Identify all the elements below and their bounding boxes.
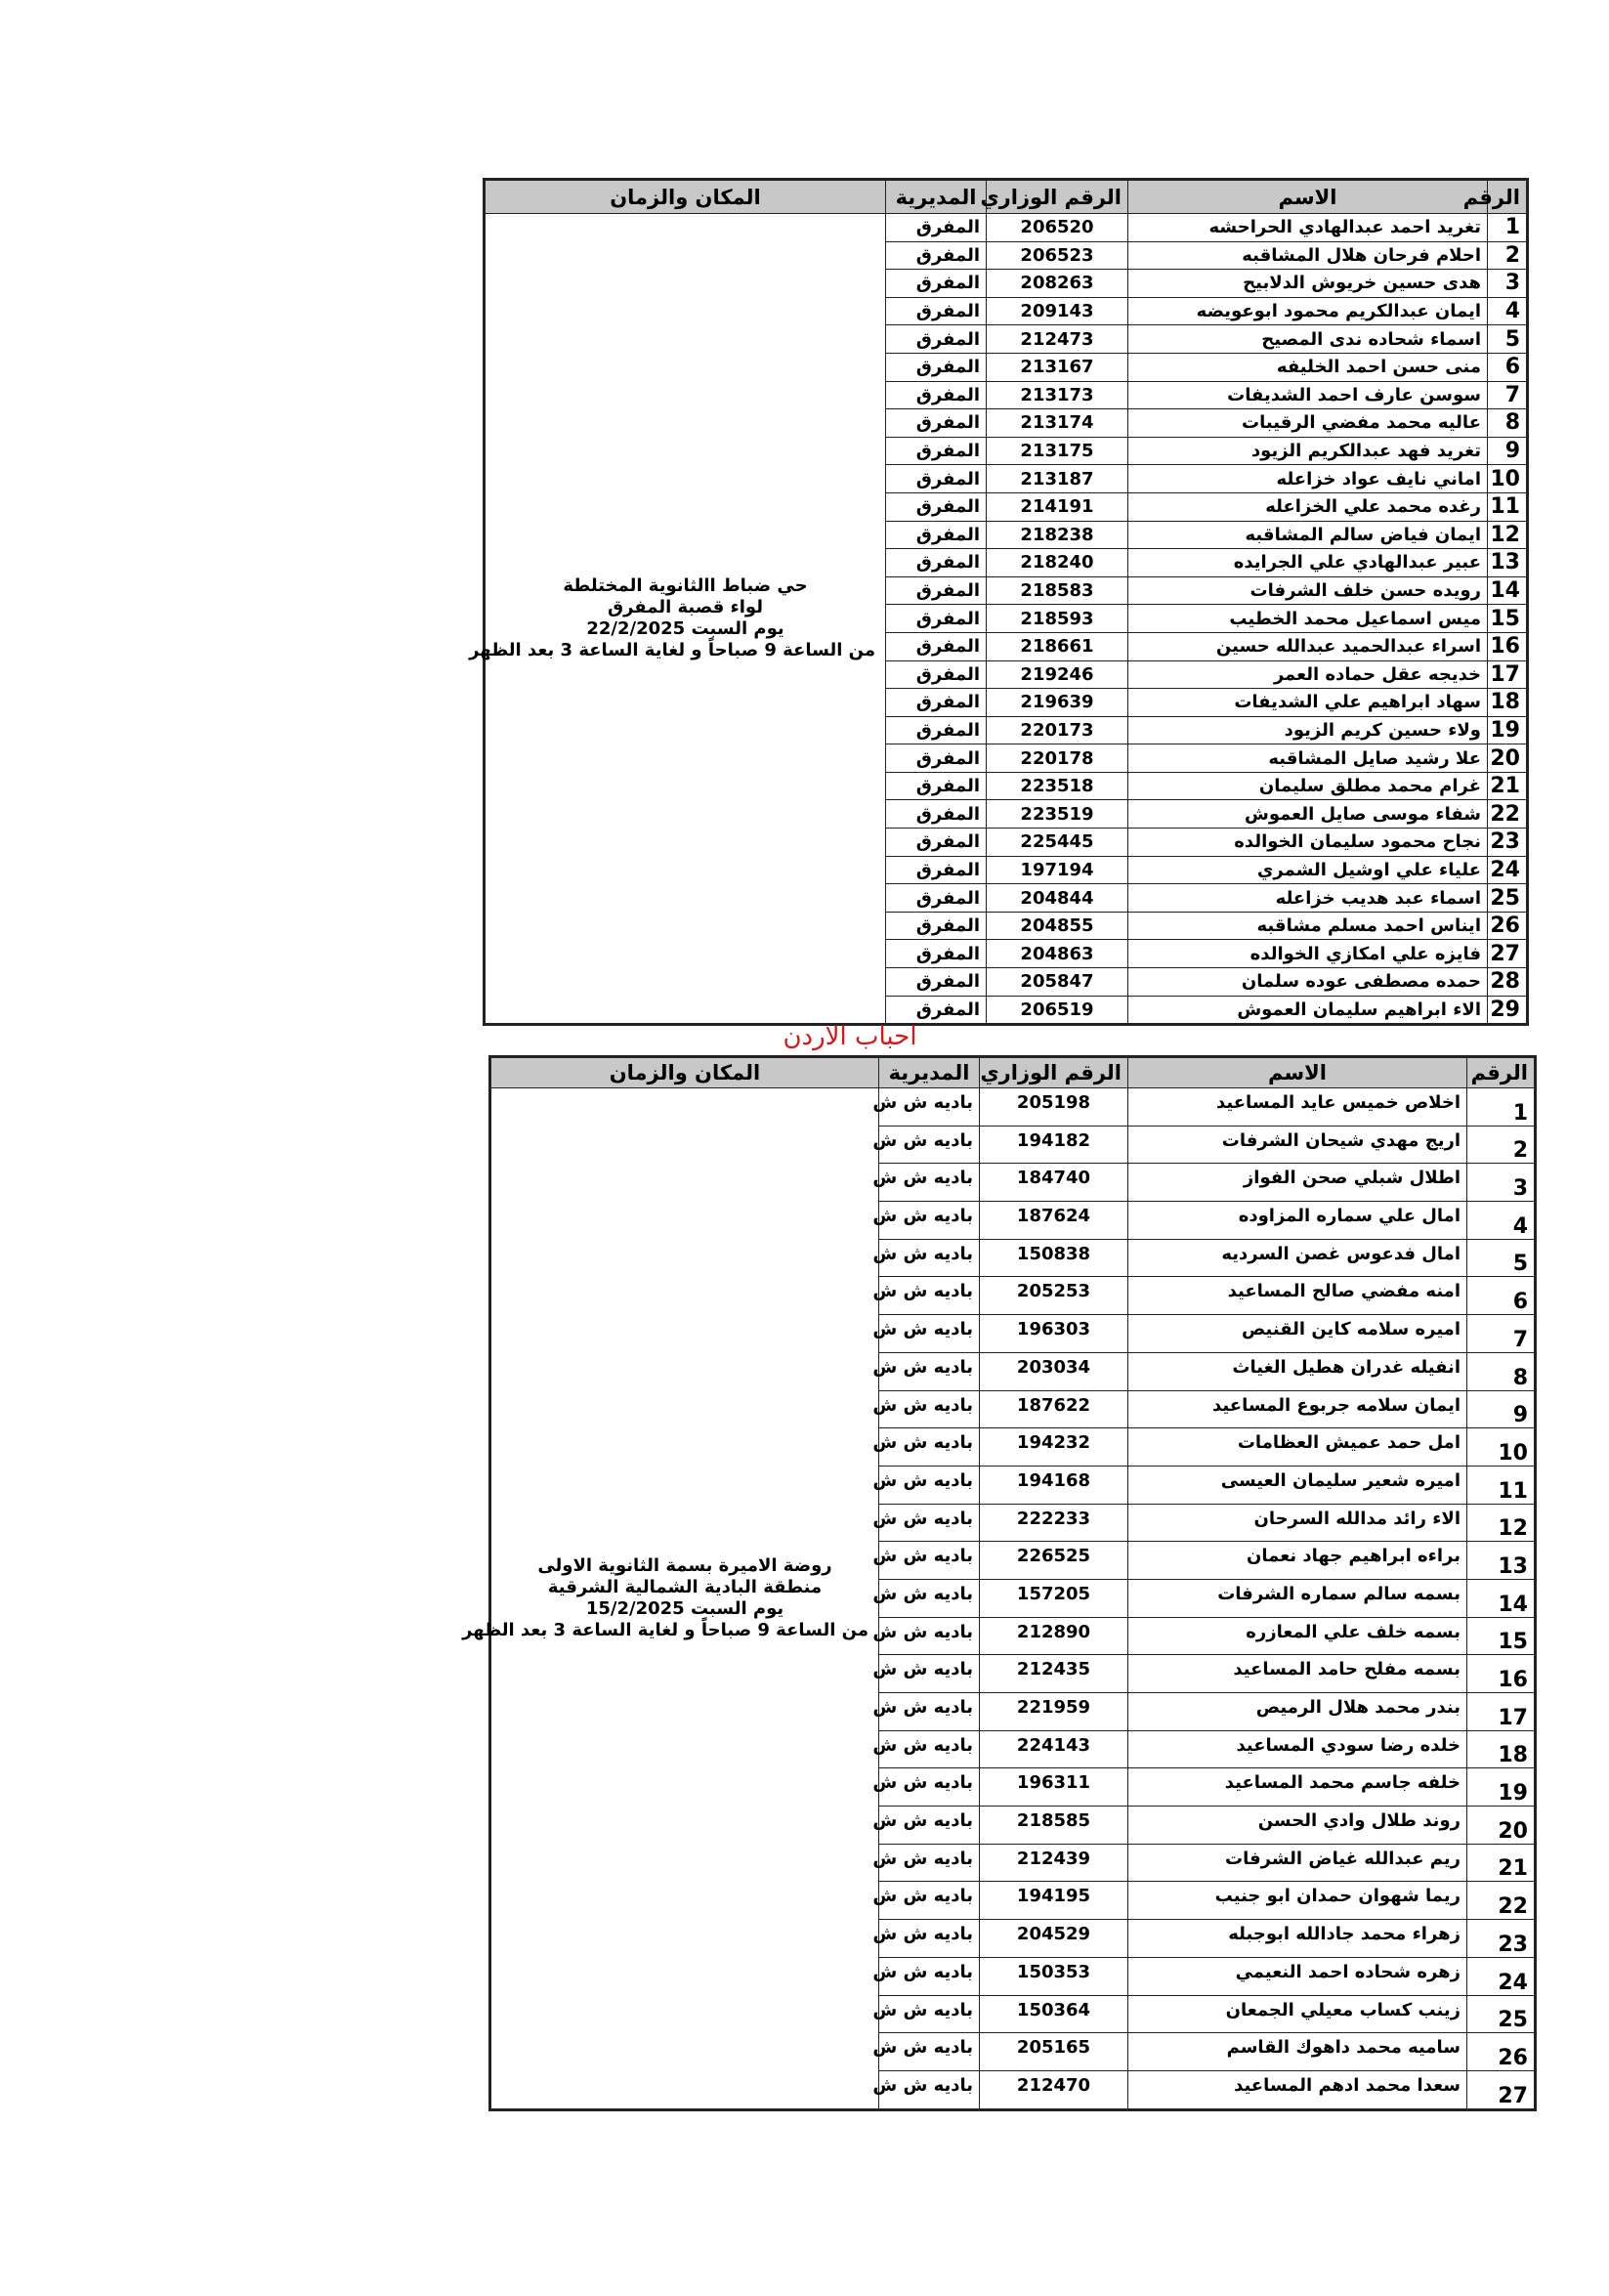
cell-ministry-id: 213174 <box>987 409 1128 438</box>
cell-num: 4 <box>1488 297 1528 325</box>
cell-directorate: باديه ش ش <box>879 1617 980 1655</box>
cell-ministry-id: 197194 <box>987 856 1128 884</box>
cell-directorate: باديه ش ش <box>879 1655 980 1693</box>
cell-ministry-id: 208263 <box>987 270 1128 298</box>
cell-name: اريج مهدي شيحان الشرفات <box>1128 1126 1467 1164</box>
cell-name: ريم عبدالله غياض الشرفات <box>1128 1844 1467 1882</box>
header-directorate: المديرية <box>886 180 987 214</box>
cell-name: روند طلال وادي الحسن <box>1128 1807 1467 1845</box>
cell-name: ايناس احمد مسلم مشاقبه <box>1128 912 1488 940</box>
cell-name: علا رشيد صايل المشاقبه <box>1128 744 1488 773</box>
cell-num: 9 <box>1467 1390 1536 1428</box>
cell-directorate: باديه ش ش <box>879 1542 980 1580</box>
cell-directorate: المفرق <box>886 632 987 660</box>
header-place-time: المكان والزمان <box>485 180 886 214</box>
cell-directorate: باديه ش ش <box>879 1164 980 1202</box>
cell-ministry-id: 204844 <box>987 884 1128 913</box>
cell-ministry-id: 218240 <box>987 549 1128 577</box>
cell-num: 23 <box>1467 1920 1536 1958</box>
cell-ministry-id: 219639 <box>987 689 1128 717</box>
cell-name: رويده حسن خلف الشرفات <box>1128 576 1488 605</box>
cell-name: الاء ابراهيم سليمان العموش <box>1128 996 1488 1025</box>
cell-ministry-id: 224143 <box>980 1730 1128 1768</box>
cell-directorate: باديه ش ش <box>879 1504 980 1542</box>
cell-ministry-id: 194195 <box>980 1882 1128 1920</box>
cell-ministry-id: 194168 <box>980 1466 1128 1504</box>
cell-ministry-id: 212473 <box>987 325 1128 354</box>
cell-name: خديجه عقل حماده العمر <box>1128 660 1488 689</box>
cell-name: رغده محمد علي الخزاعله <box>1128 492 1488 521</box>
header-directorate: المديرية <box>879 1057 980 1088</box>
watermark-stamp: احباب الاردن <box>783 1022 917 1051</box>
cell-ministry-id: 212435 <box>980 1655 1128 1693</box>
cell-directorate: المفرق <box>886 492 987 521</box>
cell-num: 2 <box>1467 1126 1536 1164</box>
cell-ministry-id: 184740 <box>980 1164 1128 1202</box>
cell-num: 5 <box>1467 1239 1536 1277</box>
cell-name: زهراء محمد جادالله ابوجبله <box>1128 1920 1467 1958</box>
cell-ministry-id: 223518 <box>987 772 1128 800</box>
cell-directorate: باديه ش ش <box>879 1693 980 1731</box>
cell-name: منى حسن احمد الخليفه <box>1128 353 1488 381</box>
cell-num: 10 <box>1467 1428 1536 1467</box>
cell-num: 1 <box>1467 1088 1536 1127</box>
cell-place-time <box>462 1088 879 2110</box>
cell-name: حمده مصطفى عوده سلمان <box>1128 968 1488 997</box>
cell-ministry-id: 213187 <box>987 465 1128 493</box>
cell-name: اماني نايف عواد خزاعله <box>1128 465 1488 493</box>
place-time-line: لواء قصبة المفرق <box>608 597 763 618</box>
cell-ministry-id: 187622 <box>980 1390 1128 1428</box>
cell-ministry-id: 225445 <box>987 829 1128 857</box>
cell-name: فايزه علي امكازي الخوالده <box>1128 940 1488 968</box>
cell-num: 8 <box>1488 409 1528 438</box>
cell-ministry-id: 212439 <box>980 1844 1128 1882</box>
cell-num: 1 <box>1488 214 1528 242</box>
cell-directorate: باديه ش ش <box>879 1920 980 1958</box>
cell-ministry-id: 218593 <box>987 605 1128 633</box>
cell-directorate: المفرق <box>886 996 987 1025</box>
cell-directorate: المفرق <box>886 465 987 493</box>
cell-directorate: المفرق <box>886 214 987 242</box>
cell-name: الاء رائد مدالله السرحان <box>1128 1504 1467 1542</box>
cell-name: امل حمد عميش العظامات <box>1128 1428 1467 1467</box>
cell-num: 16 <box>1488 632 1528 660</box>
cell-directorate: المفرق <box>886 409 987 438</box>
cell-name: ميس اسماعيل محمد الخطيب <box>1128 605 1488 633</box>
cell-ministry-id: 206523 <box>987 241 1128 270</box>
cell-name: بسمه خلف علي المعازره <box>1128 1617 1467 1655</box>
cell-name: عبير عبدالهادي علي الجرايده <box>1128 549 1488 577</box>
cell-ministry-id: 150838 <box>980 1239 1128 1277</box>
cell-num: 17 <box>1467 1693 1536 1731</box>
header-name: الاسم <box>1128 1057 1467 1088</box>
cell-directorate: المفرق <box>886 940 987 968</box>
cell-directorate: باديه ش ش <box>879 1995 980 2033</box>
cell-num: 7 <box>1467 1315 1536 1353</box>
cell-name: غرام محمد مطلق سليمان <box>1128 772 1488 800</box>
place-time-line: يوم السبت 22/2/2025 <box>586 618 784 640</box>
cell-directorate: المفرق <box>886 605 987 633</box>
cell-num: 27 <box>1488 940 1528 968</box>
cell-directorate: باديه ش ش <box>879 1315 980 1353</box>
cell-directorate: باديه ش ش <box>879 2070 980 2109</box>
cell-num: 3 <box>1467 1164 1536 1202</box>
cell-directorate: باديه ش ش <box>879 1957 980 1995</box>
cell-ministry-id: 213175 <box>987 437 1128 465</box>
cell-directorate: باديه ش ش <box>879 1428 980 1467</box>
cell-ministry-id: 223519 <box>987 800 1128 829</box>
cell-ministry-id: 196311 <box>980 1768 1128 1807</box>
header-name: الاسم <box>1128 180 1488 214</box>
header-ministry-id: الرقم الوزاري <box>980 1057 1128 1088</box>
cell-directorate: المفرق <box>886 716 987 744</box>
cell-num: 16 <box>1467 1655 1536 1693</box>
cell-ministry-id: 226525 <box>980 1542 1128 1580</box>
cell-ministry-id: 194182 <box>980 1126 1128 1164</box>
cell-num: 29 <box>1488 996 1528 1025</box>
cell-ministry-id: 221959 <box>980 1693 1128 1731</box>
cell-num: 15 <box>1488 605 1528 633</box>
cell-num: 14 <box>1488 576 1528 605</box>
cell-num: 13 <box>1467 1542 1536 1580</box>
cell-name: عاليه محمد مفضي الرقيبات <box>1128 409 1488 438</box>
cell-name: بندر محمد هلال الرميص <box>1128 1693 1467 1731</box>
cell-directorate: باديه ش ش <box>879 1352 980 1390</box>
cell-num: 18 <box>1488 689 1528 717</box>
cell-name: زهره شحاده احمد النعيمي <box>1128 1957 1467 1995</box>
table-header-row <box>485 180 1528 214</box>
cell-name: هدى حسين خريوش الدلابيح <box>1128 270 1488 298</box>
cell-num: 19 <box>1488 716 1528 744</box>
cell-name: براءه ابراهيم جهاد نعمان <box>1128 1542 1467 1580</box>
cell-num: 7 <box>1488 381 1528 409</box>
cell-name: ايمان سلامه جربوع المساعيد <box>1128 1390 1467 1428</box>
place-time-line: يوم السبت 15/2/2025 <box>585 1597 784 1619</box>
cell-num: 26 <box>1467 2033 1536 2071</box>
cell-num: 8 <box>1467 1352 1536 1390</box>
cell-ministry-id: 204863 <box>987 940 1128 968</box>
cell-name: ايمان فياض سالم المشاقبه <box>1128 521 1488 549</box>
cell-num: 25 <box>1467 1995 1536 2033</box>
cell-ministry-id: 205198 <box>980 1088 1128 1127</box>
cell-num: 17 <box>1488 660 1528 689</box>
cell-name: ايمان عبدالكريم محمود ابوعويضه <box>1128 297 1488 325</box>
cell-name: امال علي سماره المزاوده <box>1128 1202 1467 1240</box>
cell-directorate: المفرق <box>886 437 987 465</box>
cell-ministry-id: 205253 <box>980 1277 1128 1315</box>
cell-num: 25 <box>1488 884 1528 913</box>
cell-ministry-id: 203034 <box>980 1352 1128 1390</box>
header-num: الرقم <box>1488 180 1528 214</box>
cell-ministry-id: 222233 <box>980 1504 1128 1542</box>
cell-num: 12 <box>1488 521 1528 549</box>
cell-ministry-id: 157205 <box>980 1579 1128 1617</box>
cell-place-time <box>469 214 886 1025</box>
cell-num: 22 <box>1488 800 1528 829</box>
cell-name: بسمه مفلح حامد المساعيد <box>1128 1655 1467 1693</box>
cell-name: خلده رضا سودي المساعيد <box>1128 1730 1467 1768</box>
cell-num: 12 <box>1467 1504 1536 1542</box>
header-ministry-id: الرقم الوزاري <box>987 180 1128 214</box>
cell-num: 10 <box>1488 465 1528 493</box>
cell-name: ريما شهوان حمدان ابو جنيب <box>1128 1882 1467 1920</box>
cell-num: 27 <box>1467 2070 1536 2109</box>
cell-ministry-id: 220178 <box>987 744 1128 773</box>
cell-num: 23 <box>1488 829 1528 857</box>
roster-table-badia <box>462 1055 1537 2111</box>
cell-name: تغريد احمد عبدالهادي الحراحشه <box>1128 214 1488 242</box>
cell-directorate: باديه ش ش <box>879 1202 980 1240</box>
cell-name: امال فدعوس غصن السرديه <box>1128 1239 1467 1277</box>
cell-directorate: المفرق <box>886 912 987 940</box>
cell-num: 19 <box>1467 1768 1536 1807</box>
cell-name: اطلال شبلي صحن الفواز <box>1128 1164 1467 1202</box>
place-time-line: حي ضباط االثانوية المختلطة <box>563 575 808 597</box>
cell-directorate: المفرق <box>886 884 987 913</box>
cell-name: بسمه سالم سماره الشرفات <box>1128 1579 1467 1617</box>
cell-ministry-id: 206520 <box>987 214 1128 242</box>
cell-name: نجاح محمود سليمان الخوالده <box>1128 829 1488 857</box>
cell-ministry-id: 204529 <box>980 1920 1128 1958</box>
cell-num: 24 <box>1467 1957 1536 1995</box>
cell-num: 26 <box>1488 912 1528 940</box>
place-time-line: منطقة البادية الشمالية الشرقية <box>547 1576 823 1597</box>
cell-ministry-id: 218585 <box>980 1807 1128 1845</box>
cell-name: سوسن عارف احمد الشديفات <box>1128 381 1488 409</box>
cell-ministry-id: 150353 <box>980 1957 1128 1995</box>
cell-name: خلفه جاسم محمد المساعيد <box>1128 1768 1467 1807</box>
cell-name: امنه مفضي صالح المساعيد <box>1128 1277 1467 1315</box>
cell-name: ساميه محمد داهوك القاسم <box>1128 2033 1467 2071</box>
cell-num: 11 <box>1467 1466 1536 1504</box>
cell-directorate: باديه ش ش <box>879 1239 980 1277</box>
cell-ministry-id: 205165 <box>980 2033 1128 2071</box>
cell-ministry-id: 218583 <box>987 576 1128 605</box>
cell-num: 20 <box>1467 1807 1536 1845</box>
cell-directorate: المفرق <box>886 576 987 605</box>
cell-name: تغريد فهد عبدالكريم الزيود <box>1128 437 1488 465</box>
cell-directorate: المفرق <box>886 241 987 270</box>
cell-ministry-id: 212470 <box>980 2070 1128 2109</box>
cell-name: اميره شعير سليمان العيسى <box>1128 1466 1467 1504</box>
cell-num: 18 <box>1467 1730 1536 1768</box>
table-row <box>485 214 1528 242</box>
cell-name: ولاء حسين كريم الزيود <box>1128 716 1488 744</box>
cell-ministry-id: 218661 <box>987 632 1128 660</box>
cell-directorate: باديه ش ش <box>879 1390 980 1428</box>
cell-directorate: باديه ش ش <box>879 1126 980 1164</box>
cell-num: 6 <box>1467 1277 1536 1315</box>
cell-num: 24 <box>1488 856 1528 884</box>
place-time-line: من الساعة 9 صباحاً و لغاية الساعة 3 بعد الظهر <box>462 1619 868 1640</box>
cell-name: اميره سلامه كاين القنيص <box>1128 1315 1467 1353</box>
cell-name: احلام فرحان هلال المشاقبه <box>1128 241 1488 270</box>
cell-num: 2 <box>1488 241 1528 270</box>
table-row <box>490 1088 1536 1127</box>
cell-directorate: باديه ش ش <box>879 1882 980 1920</box>
cell-name: اسراء عبدالحميد عبدالله حسين <box>1128 632 1488 660</box>
cell-name: اسماء عبد هديب خزاعله <box>1128 884 1488 913</box>
place-time-line: من الساعة 9 صباحاً و لغاية الساعة 3 بعد الظهر <box>469 640 875 661</box>
cell-directorate: باديه ش ش <box>879 1768 980 1807</box>
cell-directorate: المفرق <box>886 381 987 409</box>
cell-directorate: باديه ش ش <box>879 1579 980 1617</box>
cell-ministry-id: 220173 <box>987 716 1128 744</box>
cell-ministry-id: 213167 <box>987 353 1128 381</box>
cell-directorate: المفرق <box>886 521 987 549</box>
cell-num: 28 <box>1488 968 1528 997</box>
header-num: الرقم <box>1467 1057 1536 1088</box>
cell-directorate: المفرق <box>886 772 987 800</box>
cell-directorate: المفرق <box>886 744 987 773</box>
cell-ministry-id: 209143 <box>987 297 1128 325</box>
cell-ministry-id: 187624 <box>980 1202 1128 1240</box>
cell-ministry-id: 150364 <box>980 1995 1128 2033</box>
cell-directorate: باديه ش ش <box>879 2033 980 2071</box>
cell-num: 20 <box>1488 744 1528 773</box>
cell-num: 5 <box>1488 325 1528 354</box>
cell-ministry-id: 219246 <box>987 660 1128 689</box>
cell-num: 15 <box>1467 1617 1536 1655</box>
cell-num: 22 <box>1467 1882 1536 1920</box>
cell-directorate: المفرق <box>886 270 987 298</box>
cell-num: 21 <box>1467 1844 1536 1882</box>
cell-num: 11 <box>1488 492 1528 521</box>
cell-num: 3 <box>1488 270 1528 298</box>
cell-num: 21 <box>1488 772 1528 800</box>
cell-directorate: المفرق <box>886 549 987 577</box>
cell-name: علياء علي اوشيل الشمري <box>1128 856 1488 884</box>
header-place-time: المكان والزمان <box>490 1057 879 1088</box>
cell-directorate: المفرق <box>886 829 987 857</box>
cell-directorate: المفرق <box>886 353 987 381</box>
cell-directorate: المفرق <box>886 856 987 884</box>
cell-name: زينب كساب معيلي الجمعان <box>1128 1995 1467 2033</box>
cell-directorate: المفرق <box>886 325 987 354</box>
cell-num: 6 <box>1488 353 1528 381</box>
roster-table-mafraq <box>469 178 1529 1026</box>
cell-ministry-id: 214191 <box>987 492 1128 521</box>
cell-directorate: المفرق <box>886 968 987 997</box>
cell-name: انفيله غدران هطيل الغياث <box>1128 1352 1467 1390</box>
cell-ministry-id: 196303 <box>980 1315 1128 1353</box>
cell-ministry-id: 212890 <box>980 1617 1128 1655</box>
cell-directorate: باديه ش ش <box>879 1466 980 1504</box>
cell-directorate: المفرق <box>886 297 987 325</box>
cell-directorate: المفرق <box>886 660 987 689</box>
cell-name: شفاء موسى صايل العموش <box>1128 800 1488 829</box>
cell-directorate: باديه ش ش <box>879 1807 980 1845</box>
cell-name: سهاد ابراهيم علي الشديفات <box>1128 689 1488 717</box>
place-time-line: روضة الاميرة بسمة الثانوية الاولى <box>537 1554 832 1576</box>
cell-ministry-id: 194232 <box>980 1428 1128 1467</box>
cell-directorate: باديه ش ش <box>879 1277 980 1315</box>
cell-directorate: المفرق <box>886 800 987 829</box>
cell-ministry-id: 205847 <box>987 968 1128 997</box>
cell-name: سعدا محمد ادهم المساعيد <box>1128 2070 1467 2109</box>
cell-directorate: باديه ش ش <box>879 1730 980 1768</box>
cell-ministry-id: 213173 <box>987 381 1128 409</box>
cell-ministry-id: 218238 <box>987 521 1128 549</box>
cell-directorate: باديه ش ش <box>879 1844 980 1882</box>
cell-num: 4 <box>1467 1202 1536 1240</box>
cell-directorate: باديه ش ش <box>879 1088 980 1127</box>
cell-name: اخلاص خميس عايد المساعيد <box>1128 1088 1467 1127</box>
cell-directorate: المفرق <box>886 689 987 717</box>
cell-num: 14 <box>1467 1579 1536 1617</box>
cell-ministry-id: 206519 <box>987 996 1128 1025</box>
cell-name: اسماء شحاده ندى المصيح <box>1128 325 1488 354</box>
cell-num: 9 <box>1488 437 1528 465</box>
cell-ministry-id: 204855 <box>987 912 1128 940</box>
table-header-row <box>490 1057 1536 1088</box>
cell-num: 13 <box>1488 549 1528 577</box>
